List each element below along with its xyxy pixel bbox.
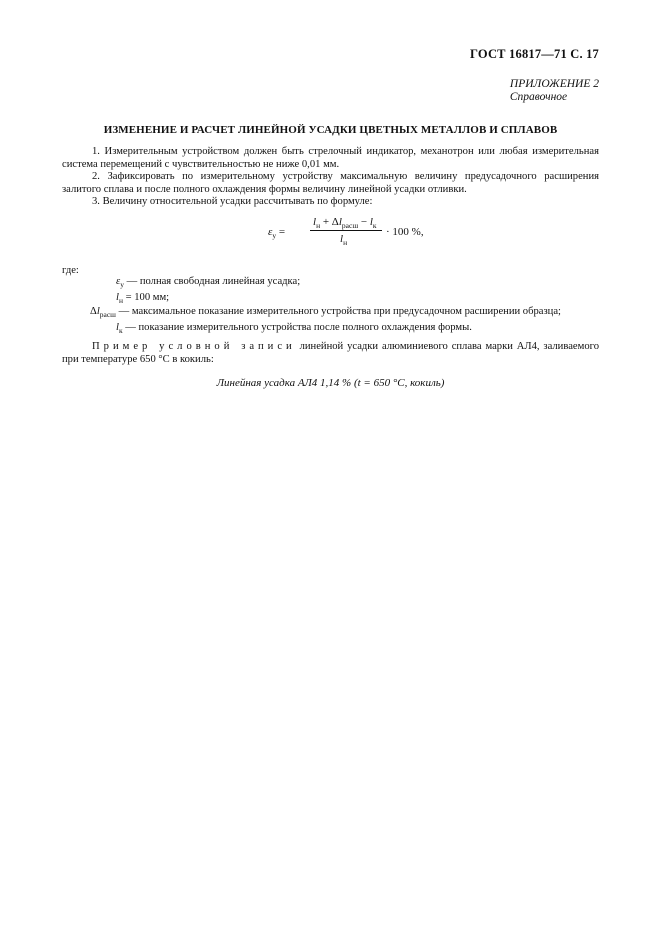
- formula-numerator: $l_н + \Delta l_{расш} - l_к$: [313, 216, 377, 230]
- formula: [0, 216, 661, 252]
- item-2: 2. Зафиксировать по измерительному устройству максимальную величину предусадочного расширения залитого сплава и после полного охлаждения формы величину линейной усадки отливки.: [62, 171, 599, 195]
- formula-lhs: $\varepsilon_у$ =: [268, 226, 286, 240]
- example-spaced-label: Пример условной записи: [92, 341, 296, 352]
- definition-3: $\Delta l_{расш}$ — максимальное показание измерительного устройства при предусадочном расширении образца;: [90, 306, 561, 319]
- definition-1: $\varepsilon_у$ — полная свободная линейная усадка;: [116, 276, 301, 289]
- page-header-code: ГОСТ 16817—71 С. 17: [470, 47, 599, 61]
- example-intro: [62, 341, 599, 366]
- example-intro-text: линейной усадки алюминиевого сплава марки АЛ4, заливаемого при температуре 650 °С в кокиль:: [62, 341, 599, 365]
- where-label: где:: [62, 265, 79, 276]
- appendix-block: [510, 78, 599, 104]
- definition-4: $l_к$ — показание измерительного устройства после полного охлаждения формы.: [116, 322, 472, 335]
- fraction-bar: [310, 230, 382, 231]
- appendix-kind: Справочное: [509, 91, 568, 103]
- section-title: ИЗМЕНЕНИЕ И РАСЧЕТ ЛИНЕЙНОЙ УСАДКИ ЦВЕТНЫХ МЕТАЛЛОВ И СПЛАВОВ: [103, 124, 558, 136]
- appendix-label: ПРИЛОЖЕНИЕ 2: [509, 78, 599, 90]
- item-1: 1. Измерительным устройством должен быть стрелочный индикатор, механотрон или любая измерительная система перемещений с чувствительностью не ниже 0,01 мм.: [62, 146, 599, 170]
- formula-denominator: $l_н$: [340, 233, 348, 247]
- item-3: 3. Величину относительной усадки рассчитывать по формуле:: [92, 196, 373, 207]
- formula-tail: · 100 %,: [386, 226, 424, 238]
- example-record: Линейная усадка АЛ4 1,14 % (t = 650 °С, кокиль): [216, 377, 445, 389]
- definition-2: $l_н = 100$ мм;: [116, 292, 170, 305]
